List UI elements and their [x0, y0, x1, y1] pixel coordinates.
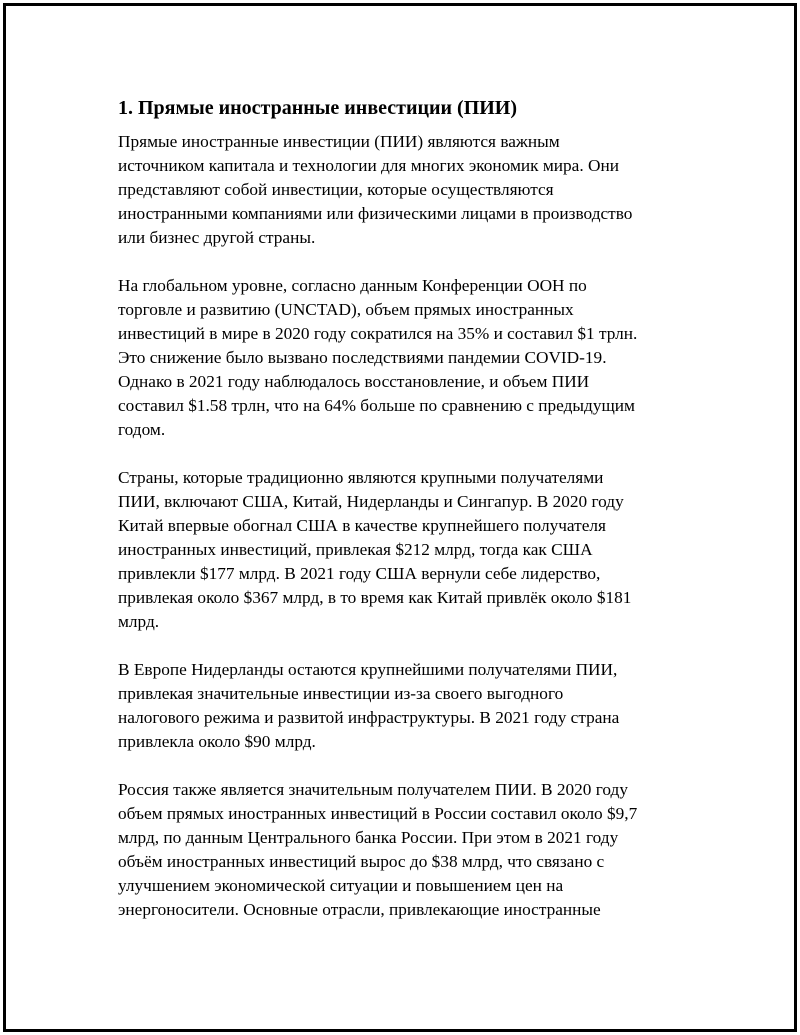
document-body — [118, 96, 688, 946]
text-line: Россия также является значительным получателем ПИИ. В 2020 году — [118, 780, 628, 799]
text-line: В Европе Нидерланды остаются крупнейшими получателями ПИИ, — [118, 660, 618, 679]
text-line: млрд. — [118, 612, 160, 631]
text-line: годом. — [118, 420, 166, 439]
text-line: привлекая значительные инвестиции из-за своего выгодного — [118, 684, 564, 703]
text-line: привлекла около $90 млрд. — [118, 732, 316, 751]
text-line: Страны, которые традиционно являются крупными получателями — [118, 468, 604, 487]
text-line: Однако в 2021 году наблюдалось восстановление, и объем ПИИ — [118, 372, 590, 391]
text-line: ПИИ, включают США, Китай, Нидерланды и Сингапур. В 2020 году — [118, 492, 624, 511]
text-line: иностранных инвестиций, привлекая $212 млрд, тогда как США — [118, 540, 593, 559]
text-line: Прямые иностранные инвестиции (ПИИ) являются важным — [118, 132, 560, 151]
text-line: налогового режима и развитой инфраструктуры. В 2021 году страна — [118, 708, 620, 727]
paragraph-russia — [118, 778, 688, 922]
text-line: объём иностранных инвестиций вырос до $38 млрд, что связано с — [118, 852, 605, 871]
text-line: энергоносители. Основные отрасли, привлекающие иностранные — [118, 900, 601, 919]
text-line: Это снижение было вызвано последствиями пандемии COVID-19. — [118, 348, 607, 367]
text-line: источником капитала и технологии для многих экономик мира. Они — [118, 156, 619, 175]
text-line: торговле и развитию (UNCTAD), объем прямых иностранных — [118, 300, 574, 319]
paragraph-global-level — [118, 274, 688, 442]
text-line: На глобальном уровне, согласно данным Конференции ООН по — [118, 276, 587, 295]
text-line: инвестиций в мире в 2020 году сократился на 35% и составил $1 трлн. — [118, 324, 638, 343]
text-line: улучшением экономической ситуации и повышением цен на — [118, 876, 564, 895]
section-heading: 1. Прямые иностранные инвестиции (ПИИ) — [118, 97, 518, 119]
paragraph-europe — [118, 658, 688, 754]
text-line: представляют собой инвестиции, которые осуществляются — [118, 180, 554, 199]
text-line: составил $1.58 трлн, что на 64% больше по сравнению с предыдущим — [118, 396, 635, 415]
text-line: иностранными компаниями или физическими лицами в производство — [118, 204, 633, 223]
text-line: объем прямых иностранных инвестиций в России составил около $9,7 — [118, 804, 638, 823]
paragraph-major-recipients — [118, 466, 688, 634]
text-line: Китай впервые обогнал США в качестве крупнейшего получателя — [118, 516, 606, 535]
text-line: или бизнес другой страны. — [118, 228, 316, 247]
text-line: привлекли $177 млрд. В 2021 году США вернули себе лидерство, — [118, 564, 601, 583]
paragraph-fdi-definition — [118, 130, 688, 250]
text-line: привлекая около $367 млрд, в то время как Китай привлёк около $181 — [118, 588, 632, 607]
text-line: млрд, по данным Центрального банка России. При этом в 2021 году — [118, 828, 619, 847]
